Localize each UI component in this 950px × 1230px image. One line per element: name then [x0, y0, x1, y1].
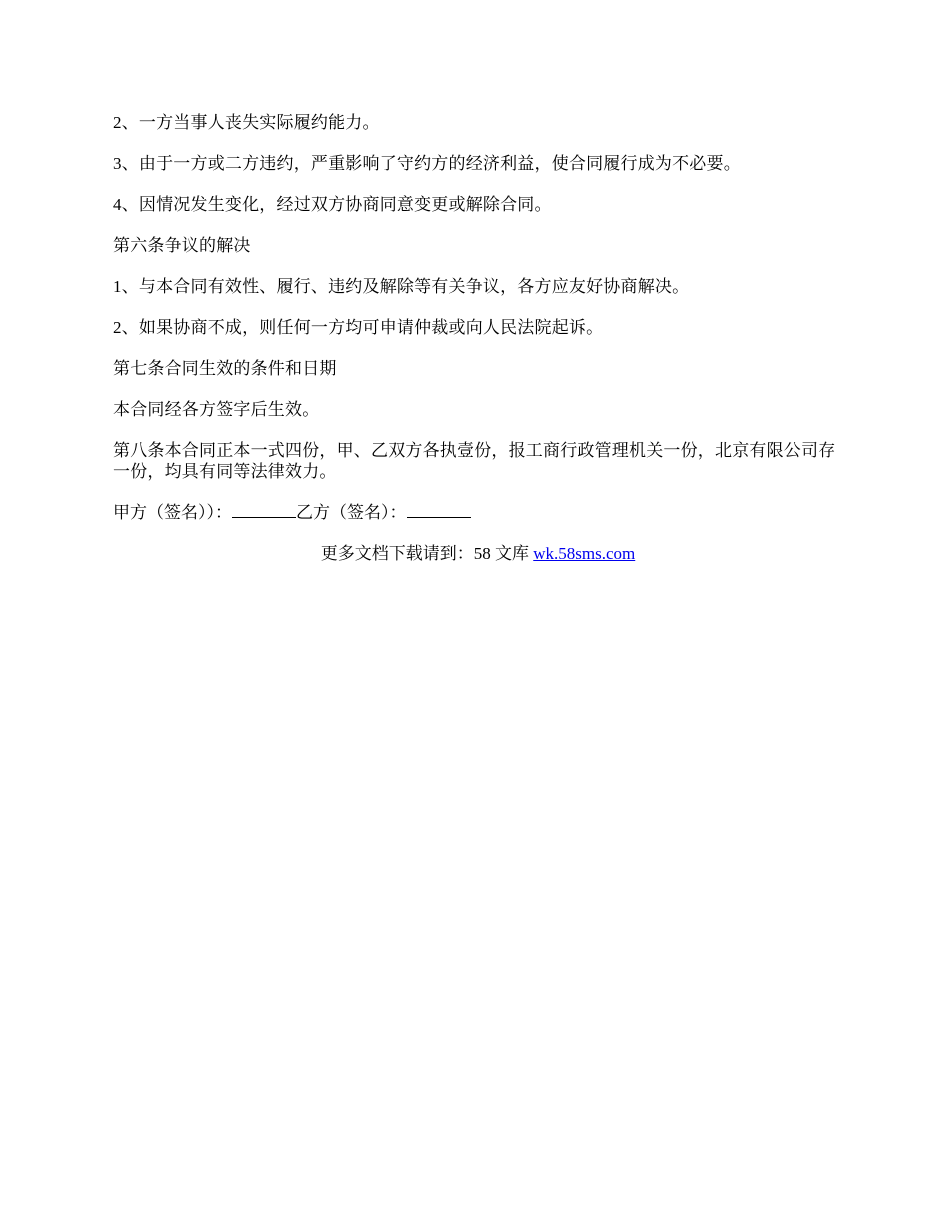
- article-7-heading: 第七条合同生效的条件和日期: [113, 359, 337, 378]
- party-a-signature-label: 甲方（签名））：: [113, 503, 232, 522]
- footer-text: 更多文档下载请到：58 文库: [320, 544, 534, 563]
- download-footer: [113, 543, 843, 564]
- article-6-heading: 第六条争议的解决: [113, 236, 251, 255]
- article-6-item-2: 2、如果协商不成，则任何一方均可申请仲裁或向人民法院起诉。: [113, 318, 604, 337]
- article-6-item-1: 1、与本合同有效性、履行、违约及解除等有关争议，各方应友好协商解决。: [113, 277, 690, 296]
- party-a-signature-blank: [232, 502, 296, 518]
- article-7-text: 本合同经各方签字后生效。: [113, 400, 320, 419]
- document-body: [113, 112, 843, 564]
- party-b-signature-blank: [407, 502, 471, 518]
- clause-item-4: 4、因情况发生变化，经过双方协商同意变更或解除合同。: [113, 195, 552, 214]
- footer-link[interactable]: wk.58sms.com: [533, 544, 636, 563]
- signature-line: [113, 502, 843, 523]
- clause-item-2: 2、一方当事人丧失实际履约能力。: [113, 113, 380, 132]
- clause-item-3: 3、由于一方或二方违约，严重影响了守约方的经济利益，使合同履行成为不必要。: [113, 154, 741, 173]
- party-b-signature-label: 乙方（签名）：: [296, 503, 407, 522]
- article-8-text: 第八条本合同正本一式四份，甲、乙双方各执壹份，报工商行政管理机关一份，北京有限公司存一份，均具有同等法律效力。: [113, 441, 836, 481]
